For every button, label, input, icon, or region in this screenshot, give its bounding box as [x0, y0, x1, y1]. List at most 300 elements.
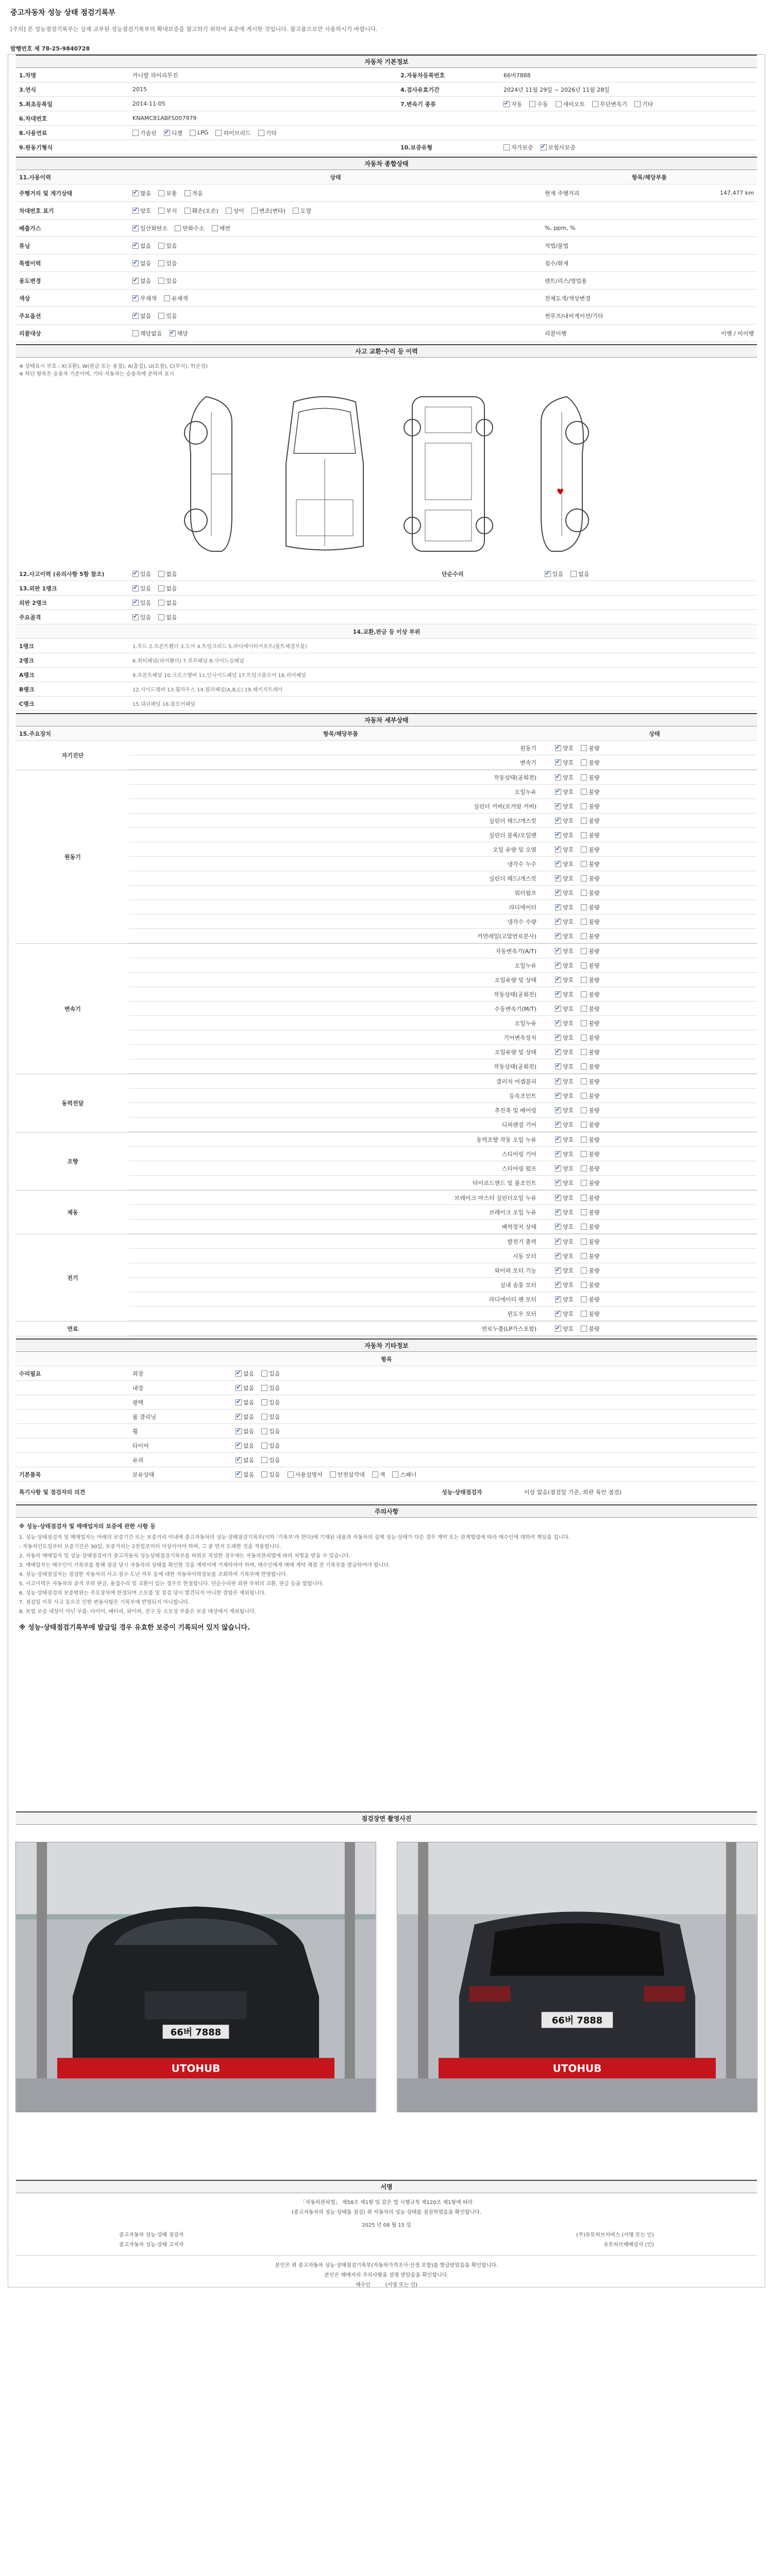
option[interactable]: [158, 584, 177, 592]
checkbox[interactable]: [581, 1180, 587, 1186]
checkbox[interactable]: [581, 1296, 587, 1302]
option[interactable]: [581, 1238, 599, 1246]
checkbox[interactable]: [555, 745, 561, 751]
option[interactable]: [261, 1369, 280, 1378]
checkbox[interactable]: [132, 190, 139, 196]
detail-item: 오일누유: [514, 962, 536, 969]
option[interactable]: [132, 570, 151, 578]
option[interactable]: [261, 1384, 280, 1392]
option[interactable]: [158, 259, 177, 267]
checkbox[interactable]: [555, 1224, 561, 1230]
checkbox[interactable]: [236, 1414, 242, 1420]
checkbox[interactable]: [503, 101, 510, 107]
checkbox[interactable]: [581, 1253, 587, 1259]
option[interactable]: [132, 584, 151, 592]
option[interactable]: [581, 1295, 599, 1303]
option[interactable]: [158, 207, 177, 215]
checkbox[interactable]: [581, 1020, 587, 1026]
checkbox[interactable]: [132, 571, 139, 577]
option[interactable]: [581, 817, 599, 825]
option[interactable]: [581, 1179, 599, 1187]
option[interactable]: [236, 1456, 254, 1464]
checkbox[interactable]: [581, 745, 587, 751]
option[interactable]: [581, 903, 599, 911]
option[interactable]: [392, 1470, 416, 1479]
option[interactable]: [503, 100, 522, 108]
checkbox[interactable]: [581, 948, 587, 954]
checkbox[interactable]: [581, 919, 587, 925]
checkbox[interactable]: [132, 313, 139, 319]
checkbox[interactable]: [503, 144, 510, 150]
option[interactable]: [555, 918, 574, 926]
option[interactable]: [236, 1427, 254, 1435]
checkbox[interactable]: [132, 278, 139, 284]
option[interactable]: [555, 744, 574, 752]
checkbox[interactable]: [190, 130, 196, 136]
checkbox[interactable]: [581, 803, 587, 809]
checkbox[interactable]: [555, 919, 561, 925]
checkbox[interactable]: [132, 208, 139, 214]
checkbox[interactable]: [372, 1471, 378, 1478]
checkbox[interactable]: [581, 1326, 587, 1332]
option[interactable]: [581, 1019, 599, 1027]
option[interactable]: [581, 961, 599, 970]
checkbox[interactable]: [555, 1311, 561, 1317]
option[interactable]: [555, 1164, 574, 1173]
checkbox[interactable]: [555, 890, 561, 896]
checkbox[interactable]: [555, 803, 561, 809]
option[interactable]: [555, 1121, 574, 1129]
option[interactable]: [226, 207, 244, 215]
option[interactable]: [570, 570, 589, 578]
option[interactable]: [184, 207, 219, 215]
checkbox[interactable]: [170, 330, 176, 336]
option[interactable]: [503, 143, 533, 151]
option[interactable]: [581, 932, 599, 940]
checkbox[interactable]: [555, 933, 561, 939]
checkbox[interactable]: [581, 846, 587, 853]
option[interactable]: [132, 312, 151, 320]
option[interactable]: [555, 1179, 574, 1187]
option[interactable]: [581, 918, 599, 926]
option-label: 있음: [269, 1370, 280, 1377]
checkbox[interactable]: [581, 1151, 587, 1157]
option[interactable]: [555, 1208, 574, 1216]
option[interactable]: [555, 889, 574, 897]
option[interactable]: [581, 831, 599, 839]
option[interactable]: [555, 1266, 574, 1275]
option[interactable]: [541, 143, 576, 151]
checkbox[interactable]: [261, 1414, 267, 1420]
option[interactable]: [581, 1121, 599, 1129]
option[interactable]: [555, 1106, 574, 1114]
checkbox[interactable]: [555, 1239, 561, 1245]
option[interactable]: [581, 1310, 599, 1318]
option[interactable]: [293, 207, 311, 215]
checkbox[interactable]: [556, 101, 562, 107]
option[interactable]: [581, 1194, 599, 1202]
checkbox[interactable]: [581, 818, 587, 824]
basic-label: 8.사용연료: [19, 129, 47, 137]
checkbox[interactable]: [158, 260, 164, 266]
checkbox[interactable]: [555, 1165, 561, 1172]
checkbox[interactable]: [545, 571, 551, 577]
checkbox[interactable]: [555, 1093, 561, 1099]
checkbox[interactable]: [555, 1326, 561, 1332]
checkbox[interactable]: [581, 1209, 587, 1215]
checkbox[interactable]: [132, 614, 139, 620]
checkbox[interactable]: [555, 1006, 561, 1012]
checkbox[interactable]: [158, 243, 164, 249]
checkbox[interactable]: [555, 789, 561, 795]
checkbox[interactable]: [592, 101, 598, 107]
checkbox[interactable]: [581, 1282, 587, 1288]
option[interactable]: [132, 129, 157, 137]
checkbox[interactable]: [555, 1253, 561, 1259]
checkbox[interactable]: [261, 1457, 267, 1463]
option[interactable]: [555, 845, 574, 854]
checkbox[interactable]: [132, 585, 139, 591]
checkbox[interactable]: [261, 1399, 267, 1405]
checkbox[interactable]: [261, 1471, 267, 1478]
checkbox[interactable]: [236, 1457, 242, 1463]
option[interactable]: [555, 976, 574, 984]
checkbox[interactable]: [184, 190, 191, 196]
checkbox[interactable]: [634, 101, 641, 107]
checkbox[interactable]: [132, 330, 139, 336]
checkbox[interactable]: [555, 1035, 561, 1041]
option[interactable]: [581, 1136, 599, 1144]
checkbox[interactable]: [158, 571, 164, 577]
checkbox[interactable]: [158, 614, 164, 620]
option[interactable]: [592, 100, 627, 108]
checkbox[interactable]: [555, 904, 561, 910]
option[interactable]: [555, 961, 574, 970]
option[interactable]: [132, 599, 151, 607]
option-label: 불량: [589, 918, 600, 925]
checkbox[interactable]: [555, 759, 561, 766]
checkbox[interactable]: [581, 1224, 587, 1230]
option[interactable]: [184, 189, 203, 197]
option[interactable]: [581, 1281, 599, 1289]
option[interactable]: [555, 1062, 574, 1071]
option[interactable]: [555, 1281, 574, 1289]
option[interactable]: [581, 976, 599, 984]
checkbox[interactable]: [581, 1107, 587, 1113]
checkbox[interactable]: [392, 1471, 398, 1478]
option[interactable]: [132, 224, 167, 232]
checkbox[interactable]: [581, 1093, 587, 1099]
option[interactable]: [555, 1136, 574, 1144]
checkbox[interactable]: [555, 1267, 561, 1274]
checkbox[interactable]: [158, 585, 164, 591]
checkbox[interactable]: [236, 1370, 242, 1377]
option[interactable]: [581, 1062, 599, 1071]
checkbox[interactable]: [555, 832, 561, 838]
option[interactable]: [175, 224, 205, 232]
checkbox[interactable]: [158, 313, 164, 319]
option[interactable]: [261, 1442, 280, 1450]
option[interactable]: [555, 1092, 574, 1100]
checkbox[interactable]: [581, 1165, 587, 1172]
checkbox[interactable]: [184, 208, 191, 214]
checkbox[interactable]: [581, 1063, 587, 1070]
option[interactable]: [555, 1077, 574, 1086]
checkbox[interactable]: [581, 1049, 587, 1055]
option[interactable]: [158, 312, 177, 320]
checkbox[interactable]: [293, 208, 299, 214]
checkbox[interactable]: [236, 1471, 242, 1478]
checkbox[interactable]: [236, 1443, 242, 1449]
option[interactable]: [261, 1413, 280, 1421]
checkbox[interactable]: [236, 1428, 242, 1434]
checkbox[interactable]: [581, 1137, 587, 1143]
checkbox[interactable]: [261, 1370, 267, 1377]
option[interactable]: [581, 1033, 599, 1042]
checkbox[interactable]: [236, 1385, 242, 1391]
checkbox[interactable]: [158, 600, 164, 606]
option[interactable]: [555, 758, 574, 767]
option[interactable]: [555, 1295, 574, 1303]
option[interactable]: [545, 570, 563, 578]
checkbox[interactable]: [226, 208, 232, 214]
option[interactable]: [556, 100, 585, 108]
checkbox[interactable]: [175, 225, 181, 231]
checkbox[interactable]: [158, 208, 164, 214]
option[interactable]: [555, 860, 574, 868]
checkbox[interactable]: [581, 832, 587, 838]
checkbox[interactable]: [261, 1443, 267, 1449]
option[interactable]: [555, 1048, 574, 1056]
option[interactable]: [236, 1398, 254, 1406]
checkbox[interactable]: [555, 948, 561, 954]
option[interactable]: [132, 613, 151, 621]
option[interactable]: [581, 1223, 599, 1231]
checkbox[interactable]: [581, 890, 587, 896]
option[interactable]: [581, 1325, 599, 1333]
option[interactable]: [555, 1223, 574, 1231]
option[interactable]: [581, 1048, 599, 1056]
option[interactable]: [555, 802, 574, 810]
checkbox[interactable]: [555, 846, 561, 853]
option[interactable]: [581, 1150, 599, 1158]
option[interactable]: [236, 1413, 254, 1421]
option[interactable]: [261, 1427, 280, 1435]
checkbox[interactable]: [529, 101, 535, 107]
checkbox[interactable]: [258, 130, 264, 136]
checkbox[interactable]: [581, 1267, 587, 1274]
option[interactable]: [555, 903, 574, 911]
option[interactable]: [555, 874, 574, 883]
checkbox[interactable]: [581, 774, 587, 781]
option[interactable]: [555, 990, 574, 998]
checkbox[interactable]: [581, 991, 587, 997]
option[interactable]: [132, 277, 151, 285]
option[interactable]: [158, 242, 177, 250]
checkbox[interactable]: [555, 1296, 561, 1302]
checkbox[interactable]: [132, 225, 139, 231]
checkbox[interactable]: [555, 1107, 561, 1113]
checkbox[interactable]: [555, 1180, 561, 1186]
checkbox[interactable]: [541, 144, 547, 150]
checkbox[interactable]: [581, 1078, 587, 1084]
checkbox[interactable]: [555, 1282, 561, 1288]
option[interactable]: [581, 860, 599, 868]
option[interactable]: [261, 1456, 280, 1464]
option[interactable]: [190, 129, 208, 136]
checkbox[interactable]: [236, 1399, 242, 1405]
option[interactable]: [581, 788, 599, 796]
checkbox[interactable]: [132, 243, 139, 249]
option[interactable]: [634, 100, 653, 108]
option[interactable]: [215, 129, 250, 137]
checkbox[interactable]: [555, 1195, 561, 1201]
checkbox[interactable]: [251, 208, 258, 214]
option[interactable]: [581, 1092, 599, 1100]
option[interactable]: [555, 947, 574, 955]
checkbox[interactable]: [555, 977, 561, 983]
option[interactable]: [555, 817, 574, 825]
option[interactable]: [581, 1077, 599, 1086]
option[interactable]: [555, 932, 574, 940]
option[interactable]: [581, 802, 599, 810]
option[interactable]: [581, 1005, 599, 1013]
checkbox[interactable]: [581, 1195, 587, 1201]
checkbox[interactable]: [555, 1078, 561, 1084]
option[interactable]: [555, 1252, 574, 1260]
checkbox[interactable]: [132, 600, 139, 606]
option[interactable]: [581, 744, 599, 752]
option[interactable]: [555, 1310, 574, 1318]
checkbox[interactable]: [555, 1049, 561, 1055]
checkbox[interactable]: [164, 130, 170, 136]
checkbox[interactable]: [581, 933, 587, 939]
option[interactable]: [555, 1238, 574, 1246]
option[interactable]: [251, 207, 285, 215]
checkbox[interactable]: [158, 278, 164, 284]
option[interactable]: [555, 1033, 574, 1042]
checkbox[interactable]: [555, 818, 561, 824]
option[interactable]: [581, 1106, 599, 1114]
option[interactable]: [170, 329, 188, 337]
option[interactable]: [212, 224, 230, 232]
option[interactable]: [132, 189, 151, 197]
checkbox[interactable]: [288, 1471, 294, 1478]
checkbox[interactable]: [581, 977, 587, 983]
option[interactable]: [581, 1164, 599, 1173]
option[interactable]: [158, 613, 177, 621]
checkbox[interactable]: [212, 225, 218, 231]
checkbox[interactable]: [158, 190, 164, 196]
checkbox[interactable]: [555, 774, 561, 781]
option[interactable]: [581, 990, 599, 998]
option[interactable]: [132, 259, 151, 267]
checkbox[interactable]: [570, 571, 577, 577]
option[interactable]: [132, 329, 162, 337]
checkbox[interactable]: [132, 130, 139, 136]
option[interactable]: [555, 1005, 574, 1013]
option[interactable]: [581, 1252, 599, 1260]
checkbox[interactable]: [261, 1428, 267, 1434]
checkbox[interactable]: [132, 260, 139, 266]
option[interactable]: [158, 277, 177, 285]
checkbox[interactable]: [555, 1137, 561, 1143]
option[interactable]: [132, 207, 151, 215]
checkbox[interactable]: [215, 130, 222, 136]
checkbox[interactable]: [330, 1471, 336, 1478]
option[interactable]: [555, 1325, 574, 1333]
checkbox[interactable]: [555, 1122, 561, 1128]
option[interactable]: [581, 947, 599, 955]
checkbox[interactable]: [555, 1151, 561, 1157]
option[interactable]: [555, 1194, 574, 1202]
checkbox[interactable]: [555, 962, 561, 969]
checkbox[interactable]: [581, 1035, 587, 1041]
option[interactable]: [581, 758, 599, 767]
checkbox[interactable]: [555, 991, 561, 997]
option[interactable]: [258, 129, 277, 137]
option[interactable]: [158, 570, 177, 578]
option[interactable]: [581, 773, 599, 782]
option[interactable]: [529, 100, 548, 108]
option[interactable]: [288, 1470, 323, 1479]
option[interactable]: [555, 1150, 574, 1158]
checkbox[interactable]: [581, 1006, 587, 1012]
checkbox[interactable]: [164, 295, 170, 301]
checkbox[interactable]: [581, 861, 587, 867]
option[interactable]: [555, 773, 574, 782]
checkbox[interactable]: [132, 295, 139, 301]
checkbox[interactable]: [555, 1020, 561, 1026]
checkbox[interactable]: [581, 904, 587, 910]
option[interactable]: [236, 1470, 254, 1479]
option[interactable]: [555, 1019, 574, 1027]
option[interactable]: [372, 1470, 385, 1479]
option[interactable]: [236, 1384, 254, 1392]
checkbox[interactable]: [581, 789, 587, 795]
checkbox[interactable]: [581, 962, 587, 969]
checkbox[interactable]: [581, 1239, 587, 1245]
checkbox[interactable]: [555, 875, 561, 882]
option[interactable]: [555, 788, 574, 796]
checkbox[interactable]: [581, 1122, 587, 1128]
option[interactable]: [164, 294, 188, 302]
option[interactable]: [581, 889, 599, 897]
checkbox[interactable]: [261, 1385, 267, 1391]
checkbox[interactable]: [581, 875, 587, 882]
option[interactable]: [581, 874, 599, 883]
option[interactable]: [158, 189, 177, 197]
option[interactable]: [581, 1208, 599, 1216]
option[interactable]: [555, 831, 574, 839]
option[interactable]: [261, 1470, 280, 1479]
option[interactable]: [236, 1442, 254, 1450]
option[interactable]: [132, 242, 151, 250]
option[interactable]: [581, 1266, 599, 1275]
option[interactable]: [581, 845, 599, 854]
option[interactable]: [132, 294, 157, 302]
option[interactable]: [158, 599, 177, 607]
option[interactable]: [261, 1398, 280, 1406]
checkbox[interactable]: [555, 861, 561, 867]
option[interactable]: [330, 1470, 365, 1479]
checkbox[interactable]: [555, 1063, 561, 1070]
checkbox[interactable]: [581, 759, 587, 766]
option[interactable]: [164, 129, 182, 137]
option[interactable]: [236, 1369, 254, 1378]
checkbox[interactable]: [555, 1209, 561, 1215]
checkbox[interactable]: [581, 1311, 587, 1317]
